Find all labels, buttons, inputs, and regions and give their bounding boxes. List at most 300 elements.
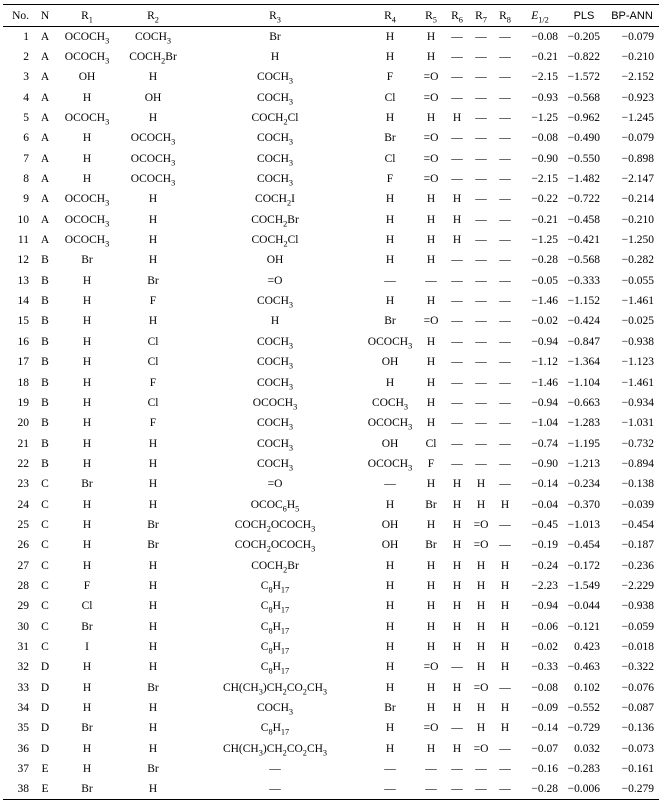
cell-no: 8 bbox=[23, 173, 29, 186]
cell-r8: — bbox=[499, 457, 511, 470]
table-row bbox=[3, 698, 659, 718]
cell-e12: −0.90 bbox=[531, 457, 558, 470]
cell-r7: — bbox=[469, 779, 493, 799]
cell-no: 20 bbox=[17, 417, 29, 430]
cell-bpann: −0.079 bbox=[621, 132, 654, 145]
cell-r8: — bbox=[499, 213, 511, 226]
cell-no: 7 bbox=[23, 152, 29, 165]
cell-r2: Cl bbox=[147, 396, 159, 409]
cell-r3: $COCH_2Br$ bbox=[251, 559, 299, 574]
column-header-r1: $R_1$ bbox=[55, 5, 119, 27]
cell-r1: $OCOCH_3$ bbox=[64, 213, 110, 229]
cell-no: 29 bbox=[17, 600, 29, 613]
cell-r6: H bbox=[452, 559, 462, 572]
cell-r2: $OCOCH_3$ bbox=[130, 152, 176, 168]
cell-bpann: −0.282 bbox=[621, 254, 654, 267]
table-row bbox=[3, 739, 659, 759]
column-header-pls: PLS bbox=[563, 5, 605, 27]
cell-r7: — bbox=[475, 356, 487, 369]
cell-n: B bbox=[41, 457, 49, 470]
table-row bbox=[3, 67, 659, 87]
cell-pls: −0.463 bbox=[567, 661, 600, 674]
cell-r4: Cl bbox=[384, 152, 396, 165]
cell-n: A bbox=[40, 132, 50, 145]
cell-no: 21 bbox=[17, 437, 29, 450]
cell-r6: H bbox=[452, 742, 462, 755]
cell-r1: H bbox=[82, 437, 92, 450]
cell-r6: — bbox=[451, 376, 463, 389]
cell-pls: −0.424 bbox=[567, 315, 600, 328]
cell-r8: — bbox=[499, 742, 511, 755]
cell-r2: H bbox=[148, 722, 158, 735]
cell-e12: −0.02 bbox=[531, 640, 558, 653]
cell-r7: — bbox=[475, 437, 487, 450]
cell-r1: H bbox=[82, 742, 92, 755]
cell-r3: $COCH_3$ bbox=[256, 152, 294, 168]
cell-pls: −0.234 bbox=[567, 478, 600, 491]
cell-r7: =O bbox=[473, 518, 489, 531]
cell-bpann: −0.161 bbox=[621, 763, 654, 776]
cell-r7: H bbox=[476, 620, 486, 633]
cell-r7: — bbox=[475, 254, 487, 267]
cell-r1: H bbox=[82, 376, 92, 389]
cell-no: 24 bbox=[17, 498, 29, 511]
cell-r4: $OCOCH_3$ bbox=[367, 457, 413, 473]
cell-r8: — bbox=[499, 112, 511, 125]
cell-r5: H bbox=[426, 396, 436, 409]
cell-r2: H bbox=[148, 213, 158, 226]
cell-r1: H bbox=[82, 173, 92, 186]
cell-e12: −0.08 bbox=[531, 30, 558, 43]
cell-r2: F bbox=[149, 376, 157, 389]
cell-n: B bbox=[41, 295, 49, 308]
cell-pls: −0.283 bbox=[567, 763, 600, 776]
cell-no: 23 bbox=[17, 478, 29, 491]
cell-r2: H bbox=[148, 254, 158, 267]
cell-r4: H bbox=[385, 295, 395, 308]
cell-pls: −1.549 bbox=[567, 579, 600, 592]
cell-r4: H bbox=[385, 600, 395, 613]
cell-r3: =O bbox=[267, 274, 283, 287]
cell-e12: −0.07 bbox=[531, 742, 558, 755]
cell-r6: H bbox=[452, 193, 462, 206]
cell-r7: — bbox=[475, 213, 487, 226]
cell-r4: H bbox=[385, 51, 395, 64]
cell-r3: $COCH_3$ bbox=[256, 173, 294, 188]
cell-no: 37 bbox=[17, 763, 29, 776]
cell-bpann: −1.031 bbox=[621, 417, 654, 430]
cell-no: 26 bbox=[17, 539, 29, 552]
cell-r4: — bbox=[384, 274, 396, 287]
cell-r4: F bbox=[386, 173, 394, 186]
cell-r2: $COCH_2Br$ bbox=[129, 51, 177, 66]
cell-bpann: −0.894 bbox=[621, 457, 654, 470]
cell-r6: H bbox=[452, 234, 462, 247]
cell-r8: — bbox=[499, 417, 511, 430]
table-row bbox=[3, 555, 659, 575]
cell-r6: H bbox=[452, 478, 462, 491]
cell-r4: H bbox=[385, 722, 395, 735]
cell-r5: H bbox=[426, 335, 436, 348]
cell-r2: H bbox=[148, 315, 158, 328]
cell-r2: $OCOCH_3$ bbox=[130, 132, 176, 147]
cell-n: A bbox=[40, 152, 50, 165]
cell-r5: H bbox=[426, 478, 436, 491]
cell-r4: — bbox=[363, 779, 417, 799]
cell-r2: Br bbox=[147, 763, 159, 776]
cell-e12: −1.25 bbox=[531, 112, 558, 125]
cell-r2: H bbox=[148, 702, 158, 715]
cell-e12: −1.46 bbox=[531, 376, 558, 389]
cell-e12: −0.21 bbox=[531, 51, 558, 64]
cell-bpann: −0.210 bbox=[621, 51, 654, 64]
cell-r7: — bbox=[475, 315, 487, 328]
cell-e12: −0.09 bbox=[531, 702, 558, 715]
cell-r3: $COCH_3$ bbox=[256, 356, 294, 371]
cell-r7: — bbox=[475, 763, 487, 776]
cell-r4: H bbox=[385, 498, 395, 511]
cell-r8: — bbox=[499, 539, 511, 552]
cell-n: D bbox=[40, 702, 50, 715]
cell-r5: H bbox=[426, 295, 436, 308]
cell-e12: −0.28 bbox=[517, 779, 563, 799]
cell-e12: −0.08 bbox=[531, 681, 558, 694]
cell-pls: −1.152 bbox=[567, 295, 600, 308]
cell-r2: Br bbox=[147, 681, 159, 694]
cell-r7: — bbox=[475, 112, 487, 125]
cell-n: A bbox=[40, 71, 50, 84]
cell-pls: −1.195 bbox=[567, 437, 600, 450]
cell-r3: $COCH_3$ bbox=[256, 457, 294, 473]
cell-n: B bbox=[41, 376, 49, 389]
cell-r5: Br bbox=[425, 539, 437, 552]
cell-r7: H bbox=[476, 478, 486, 491]
cell-r8: — bbox=[499, 234, 511, 247]
table-row bbox=[3, 535, 659, 555]
cell-r7: — bbox=[475, 457, 487, 470]
cell-e12: −2.15 bbox=[531, 173, 558, 186]
cell-n: B bbox=[41, 254, 49, 267]
table-row bbox=[3, 779, 659, 799]
cell-r6: — bbox=[451, 91, 463, 104]
table-row bbox=[3, 576, 659, 596]
cell-r3: $CH(CH_3)CH_2CO_2CH_3$ bbox=[222, 681, 328, 696]
cell-r4: H bbox=[385, 376, 395, 389]
cell-no: 32 bbox=[17, 661, 29, 674]
cell-r5: — bbox=[425, 763, 437, 776]
cell-bpann: −1.250 bbox=[621, 234, 654, 247]
column-header-r2: $R_2$ bbox=[119, 5, 187, 27]
table-row bbox=[3, 210, 659, 230]
cell-r8: H bbox=[500, 722, 510, 735]
cell-bpann: −2.147 bbox=[621, 173, 654, 186]
cell-r6: H bbox=[452, 620, 462, 633]
cell-e12: −0.94 bbox=[531, 335, 558, 348]
cell-r3: =O bbox=[267, 478, 283, 491]
cell-r8: — bbox=[499, 254, 511, 267]
cell-no: 17 bbox=[17, 356, 29, 369]
cell-r4: OH bbox=[381, 539, 399, 552]
cell-r3: $COCH_3$ bbox=[256, 417, 294, 432]
cell-r3: $COCH_3$ bbox=[256, 295, 294, 310]
table-row bbox=[3, 271, 659, 291]
cell-bpann: −0.938 bbox=[621, 600, 654, 613]
cell-r1: H bbox=[82, 518, 92, 531]
table-row bbox=[3, 678, 659, 698]
cell-r2: H bbox=[148, 559, 158, 572]
cell-r6: — bbox=[445, 779, 469, 799]
cell-r5: =O bbox=[423, 722, 439, 735]
table-row bbox=[3, 596, 659, 616]
cell-n: C bbox=[41, 478, 49, 491]
table-row bbox=[3, 47, 659, 67]
cell-r2: H bbox=[148, 742, 158, 755]
cell-r2: H bbox=[148, 640, 158, 653]
cell-bpann: −0.059 bbox=[621, 620, 654, 633]
cell-r3: $COCH_2OCOCH_3$ bbox=[234, 539, 316, 554]
column-header-r4: $R_4$ bbox=[363, 5, 417, 27]
cell-n: B bbox=[41, 274, 49, 287]
cell-e12: −0.14 bbox=[531, 722, 558, 735]
cell-bpann: −0.732 bbox=[621, 437, 654, 450]
cell-r4: H bbox=[385, 620, 395, 633]
cell-r3: — bbox=[269, 763, 281, 776]
cell-bpann: −0.138 bbox=[621, 478, 654, 491]
cell-r6: — bbox=[451, 437, 463, 450]
cell-r7: H bbox=[476, 559, 486, 572]
cell-bpann: −0.055 bbox=[621, 274, 654, 287]
cell-r2: H bbox=[148, 498, 158, 511]
cell-r2: H bbox=[148, 600, 158, 613]
cell-r6: — bbox=[451, 335, 463, 348]
cell-pls: −0.962 bbox=[567, 112, 600, 125]
cell-bpann: −0.087 bbox=[621, 702, 654, 715]
cell-bpann: −0.039 bbox=[621, 498, 654, 511]
cell-r6: — bbox=[451, 30, 463, 43]
cell-r3: $COCH_2Br$ bbox=[251, 213, 299, 229]
cell-no: 38 bbox=[3, 779, 35, 799]
cell-r8: H bbox=[500, 702, 510, 715]
cell-r6: H bbox=[452, 112, 462, 125]
cell-pls: −1.104 bbox=[567, 376, 600, 389]
cell-r6: — bbox=[451, 396, 463, 409]
cell-r1: $OCOCH_3$ bbox=[64, 234, 110, 249]
cell-no: 6 bbox=[23, 132, 29, 145]
cell-r5: H bbox=[426, 579, 436, 592]
cell-r3: $COCH_3$ bbox=[256, 702, 294, 717]
cell-r6: H bbox=[452, 518, 462, 531]
cell-r2: Br bbox=[147, 274, 159, 287]
cell-r4: H bbox=[385, 559, 395, 572]
column-header-r5: $R_5$ bbox=[417, 5, 445, 27]
cell-r7: H bbox=[476, 600, 486, 613]
cell-r2: H bbox=[148, 457, 158, 470]
cell-e12: −0.94 bbox=[531, 600, 558, 613]
cell-r2: F bbox=[149, 417, 157, 430]
table-row bbox=[3, 128, 659, 148]
cell-bpann: −1.461 bbox=[621, 295, 654, 308]
cell-r5: Cl bbox=[425, 437, 437, 450]
cell-pls: −0.370 bbox=[567, 498, 600, 511]
table-row bbox=[3, 250, 659, 270]
cell-e12: −0.02 bbox=[531, 315, 558, 328]
column-header-no: No. bbox=[3, 5, 35, 27]
cell-r3: $COCH_2OCOCH_3$ bbox=[234, 518, 316, 534]
cell-n: A bbox=[40, 213, 50, 226]
cell-no: 13 bbox=[17, 274, 29, 287]
cell-r7: =O bbox=[473, 681, 489, 694]
cell-r2: H bbox=[148, 71, 158, 84]
cell-r4: H bbox=[385, 193, 395, 206]
cell-r3: H bbox=[270, 315, 280, 328]
cell-e12: −0.14 bbox=[531, 478, 558, 491]
cell-r4: Br bbox=[384, 315, 396, 328]
cell-r8: — bbox=[499, 193, 511, 206]
cell-pls: −0.847 bbox=[567, 335, 600, 348]
cell-r2: Br bbox=[147, 539, 159, 552]
cell-r1: Cl bbox=[81, 600, 93, 613]
cell-r5: Br bbox=[425, 498, 437, 511]
cell-r8: — bbox=[499, 437, 511, 450]
table-row bbox=[3, 88, 659, 108]
compound-data-table bbox=[3, 4, 659, 800]
cell-r5: F bbox=[427, 457, 435, 470]
cell-r2: Cl bbox=[147, 335, 159, 348]
cell-r8: — bbox=[499, 173, 511, 186]
cell-r5: H bbox=[426, 742, 436, 755]
cell-r8: — bbox=[499, 356, 511, 369]
cell-pls: −0.568 bbox=[567, 254, 600, 267]
cell-n: C bbox=[41, 559, 49, 572]
cell-r4: H bbox=[385, 30, 395, 43]
cell-r1: H bbox=[82, 396, 92, 409]
cell-n: D bbox=[40, 742, 50, 755]
cell-bpann: −0.025 bbox=[621, 315, 654, 328]
column-header-r7: $R_7$ bbox=[469, 5, 493, 27]
cell-r6: — bbox=[451, 132, 463, 145]
table-row bbox=[3, 474, 659, 494]
cell-r3: $C_8H_{17}$ bbox=[260, 722, 290, 737]
cell-e12: −0.06 bbox=[531, 620, 558, 633]
cell-e12: −1.12 bbox=[531, 356, 558, 369]
cell-e12: −0.19 bbox=[531, 539, 558, 552]
table-row bbox=[3, 393, 659, 413]
cell-r1: $OCOCH_3$ bbox=[64, 112, 110, 127]
cell-r2: H bbox=[119, 779, 187, 799]
table-row bbox=[3, 189, 659, 209]
table-row bbox=[3, 291, 659, 311]
cell-n: C bbox=[41, 600, 49, 613]
cell-r5: — bbox=[425, 274, 437, 287]
cell-r7: — bbox=[475, 91, 487, 104]
cell-bpann: −0.322 bbox=[621, 661, 654, 674]
cell-n: B bbox=[41, 315, 49, 328]
cell-no: 1 bbox=[23, 30, 29, 43]
cell-n: A bbox=[40, 193, 50, 206]
cell-r5: H bbox=[426, 51, 436, 64]
cell-n: B bbox=[41, 437, 49, 450]
cell-pls: −0.458 bbox=[567, 213, 600, 226]
cell-r6: — bbox=[451, 254, 463, 267]
cell-r4: — bbox=[384, 763, 396, 776]
cell-r8: H bbox=[500, 661, 510, 674]
cell-r8: — bbox=[499, 51, 511, 64]
cell-r8: H bbox=[500, 640, 510, 653]
cell-bpann: −0.214 bbox=[621, 193, 654, 206]
cell-pls: −1.364 bbox=[567, 356, 600, 369]
cell-bpann: −0.210 bbox=[621, 213, 654, 226]
cell-pls: −0.568 bbox=[567, 91, 600, 104]
cell-r1: Br bbox=[55, 779, 119, 799]
cell-bpann: −0.073 bbox=[621, 742, 654, 755]
cell-pls: −1.482 bbox=[567, 173, 600, 186]
cell-r8: — bbox=[499, 376, 511, 389]
cell-e12: −0.45 bbox=[531, 518, 558, 531]
cell-r7: — bbox=[475, 376, 487, 389]
cell-bpann: −1.123 bbox=[621, 356, 654, 369]
cell-bpann: −0.898 bbox=[621, 152, 654, 165]
table-row bbox=[3, 494, 659, 514]
cell-r8: — bbox=[499, 295, 511, 308]
cell-r5: H bbox=[426, 356, 436, 369]
cell-r7: H bbox=[476, 722, 486, 735]
cell-bpann: −1.245 bbox=[621, 112, 654, 125]
cell-n: E bbox=[41, 763, 49, 776]
cell-r1: H bbox=[82, 763, 92, 776]
table-row bbox=[3, 108, 659, 128]
cell-pls: −1.013 bbox=[567, 518, 600, 531]
cell-r7: — bbox=[475, 193, 487, 206]
cell-r7: H bbox=[476, 702, 486, 715]
cell-r3: — bbox=[187, 779, 363, 799]
cell-r8: — bbox=[499, 478, 511, 491]
cell-r2: Br bbox=[147, 518, 159, 531]
cell-r5: =O bbox=[423, 71, 439, 84]
cell-r5: H bbox=[426, 620, 436, 633]
cell-n: A bbox=[40, 91, 50, 104]
cell-pls: −0.044 bbox=[567, 600, 600, 613]
cell-pls: −1.213 bbox=[567, 457, 600, 470]
table-row bbox=[3, 311, 659, 331]
cell-r1: H bbox=[82, 702, 92, 715]
table-row bbox=[3, 454, 659, 474]
table-row bbox=[3, 616, 659, 636]
cell-r1: H bbox=[82, 661, 92, 674]
cell-no: 25 bbox=[17, 518, 29, 531]
cell-r2: H bbox=[148, 478, 158, 491]
cell-r3: $COCH_2Cl$ bbox=[251, 112, 299, 127]
cell-no: 19 bbox=[17, 396, 29, 409]
cell-r6: H bbox=[452, 681, 462, 694]
cell-r6: H bbox=[452, 702, 462, 715]
cell-bpann: −1.461 bbox=[621, 376, 654, 389]
cell-n: B bbox=[41, 356, 49, 369]
cell-r5: H bbox=[426, 559, 436, 572]
cell-r2: Cl bbox=[147, 356, 159, 369]
cell-r7: — bbox=[475, 234, 487, 247]
cell-r6: — bbox=[451, 295, 463, 308]
cell-r8: — bbox=[499, 335, 511, 348]
cell-bpann: −0.236 bbox=[621, 559, 654, 572]
cell-r8: H bbox=[500, 579, 510, 592]
cell-e12: −0.21 bbox=[531, 213, 558, 226]
cell-no: 16 bbox=[17, 335, 29, 348]
cell-r7: H bbox=[476, 661, 486, 674]
cell-r1: I bbox=[85, 640, 89, 653]
cell-r6: — bbox=[451, 417, 463, 430]
cell-r7: H bbox=[476, 498, 486, 511]
cell-r1: Br bbox=[81, 478, 93, 491]
